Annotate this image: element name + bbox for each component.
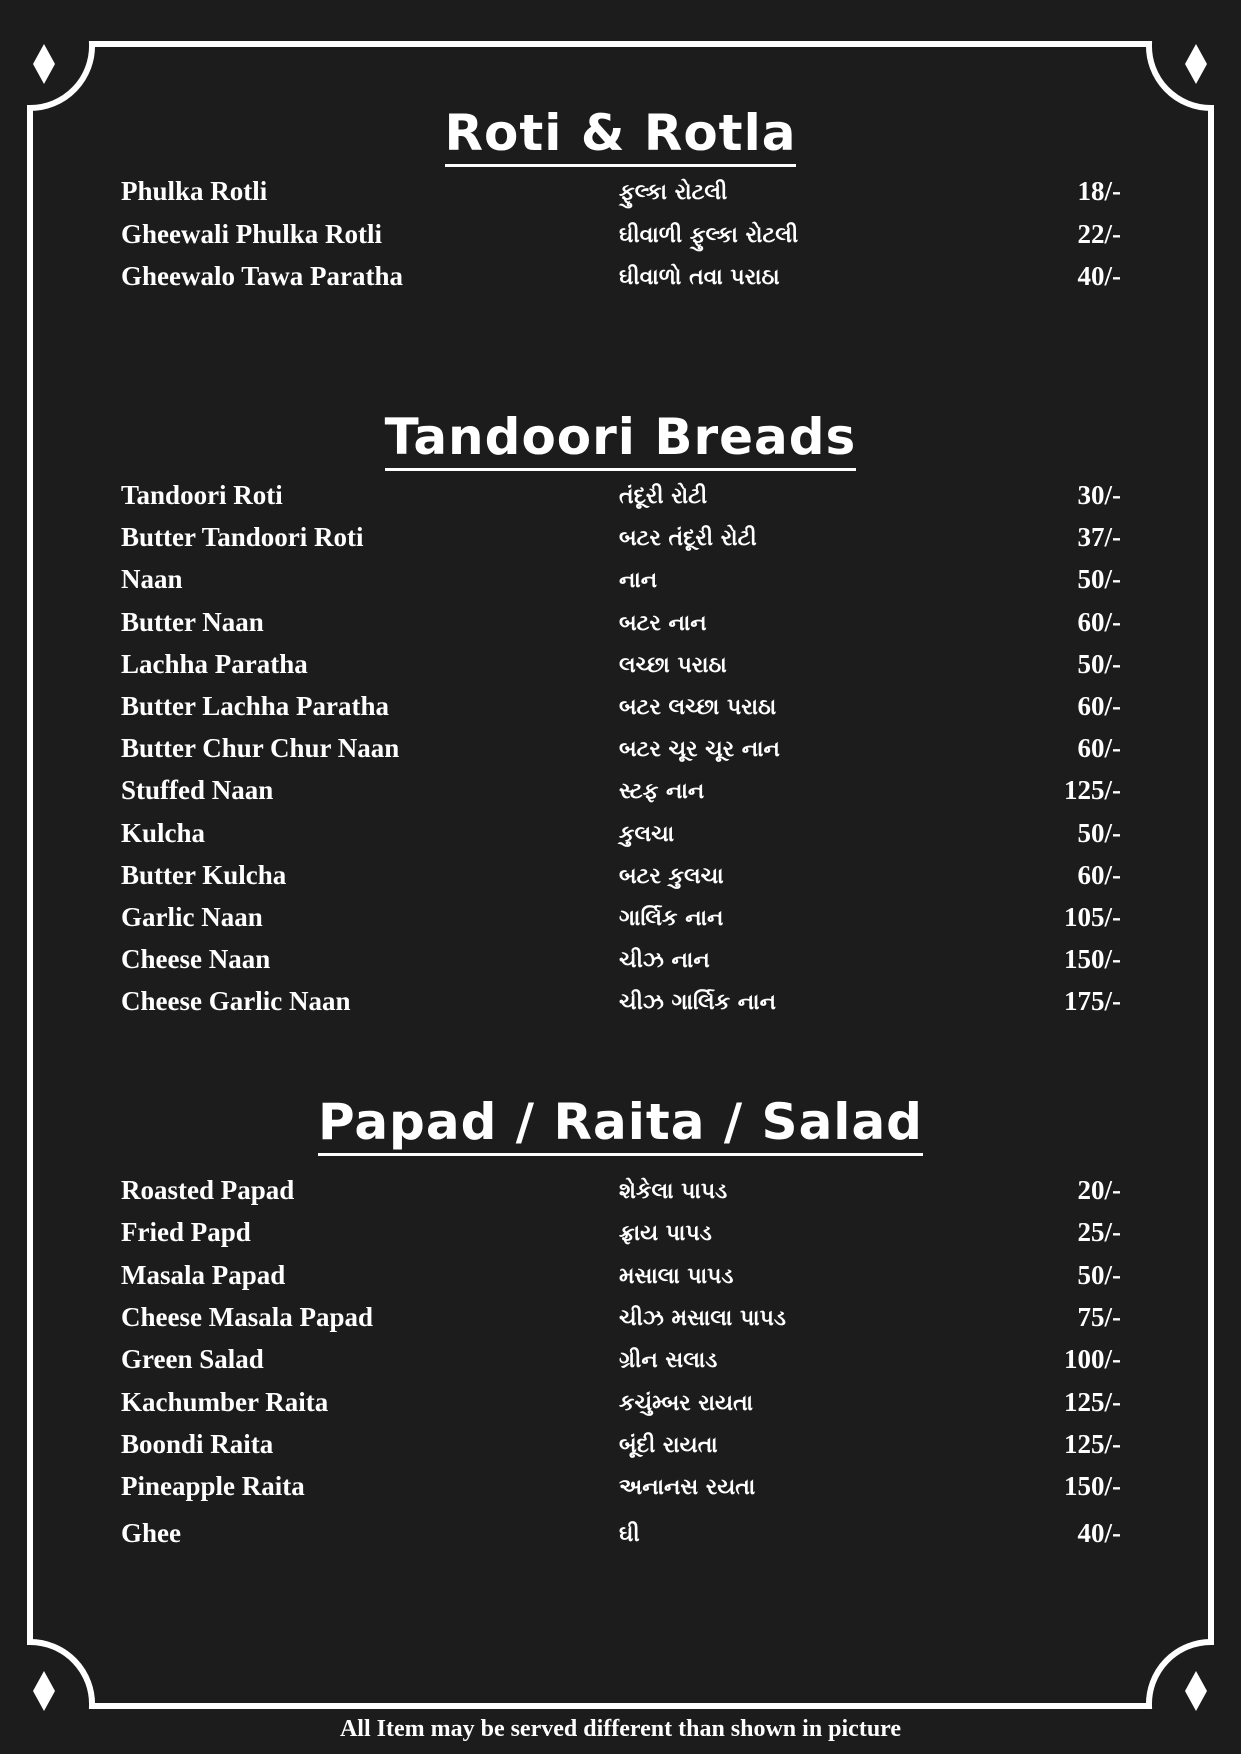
menu-item-row bbox=[121, 1260, 1121, 1300]
item-name: Gheewalo Tawa Paratha bbox=[121, 261, 404, 291]
item-name-gujarati: બટર કુલચા bbox=[619, 863, 724, 889]
menu-item-row bbox=[121, 1175, 1121, 1215]
item-name-gujarati: તંદૂરી રોટી bbox=[619, 484, 708, 509]
item-price: 50/- bbox=[1077, 817, 1121, 848]
item-name-gujarati: ગ્રીન સલાડ bbox=[619, 1348, 718, 1374]
menu-item-row bbox=[121, 1518, 1121, 1558]
item-price: 30/- bbox=[1077, 480, 1121, 510]
menu-item-row bbox=[121, 219, 1121, 259]
item-price: 60/- bbox=[1077, 859, 1121, 890]
menu-item-row bbox=[121, 261, 1121, 301]
menu-item-row bbox=[121, 1217, 1121, 1257]
item-name: Tandoori Roti bbox=[121, 480, 283, 510]
diamond-ornament-bottom-left bbox=[33, 1671, 55, 1711]
item-name: Stuffed Naan bbox=[121, 775, 274, 806]
menu-item-row bbox=[121, 691, 1121, 731]
item-name-gujarati: ગાર્લિક નાન bbox=[619, 906, 724, 931]
menu-item-row bbox=[121, 176, 1121, 216]
item-name: Garlic Naan bbox=[121, 902, 263, 932]
item-name: Kachumber Raita bbox=[121, 1386, 329, 1417]
item-name: Cheese Naan bbox=[121, 944, 271, 975]
menu-item-row bbox=[121, 522, 1121, 562]
item-name-gujarati: શેકેલા પાપડ bbox=[619, 1179, 728, 1204]
item-name: Butter Lachha Paratha bbox=[121, 691, 389, 721]
item-price: 60/- bbox=[1077, 733, 1121, 764]
item-price: 75/- bbox=[1077, 1301, 1121, 1332]
diamond-ornament-top-right bbox=[1185, 44, 1207, 84]
section-title-papad-raita-salad: Papad / Raita / Salad bbox=[0, 1097, 1241, 1147]
item-name-gujarati: બૂંદી રાયતા bbox=[619, 1432, 718, 1458]
menu-item-row bbox=[121, 564, 1121, 604]
item-name: Fried Papd bbox=[121, 1217, 251, 1248]
item-price: 50/- bbox=[1077, 648, 1121, 679]
item-name: Butter Naan bbox=[121, 606, 264, 637]
menu-item-row bbox=[121, 1429, 1121, 1469]
menu-item-row bbox=[121, 733, 1121, 773]
item-price: 50/- bbox=[1077, 1259, 1121, 1290]
menu-item-row bbox=[121, 1344, 1121, 1384]
item-name: Pineapple Raita bbox=[121, 1471, 305, 1502]
footer-disclaimer: All Item may be served different than shown in picture bbox=[339, 1716, 902, 1742]
item-name: Masala Papad bbox=[121, 1259, 286, 1290]
menu-item-row bbox=[121, 1471, 1121, 1511]
item-name: Ghee bbox=[121, 1518, 181, 1549]
item-name-gujarati: બટર તંદૂરી રોટી bbox=[619, 526, 757, 552]
item-price: 18/- bbox=[1077, 176, 1121, 206]
item-name-gujarati: સ્ટફ નાન bbox=[619, 779, 705, 805]
item-name-gujarati: કચુંમ્બર રાયતા bbox=[619, 1390, 754, 1416]
item-name: Butter Tandoori Roti bbox=[121, 522, 364, 553]
menu-item-row bbox=[121, 986, 1121, 1026]
item-name-gujarati: લચ્છા પરાઠા bbox=[619, 652, 727, 678]
section-title-roti-rotla: Roti & Rotla bbox=[0, 108, 1241, 158]
item-price: 60/- bbox=[1077, 606, 1121, 637]
menu-item-row bbox=[121, 944, 1121, 984]
menu-item-row bbox=[121, 649, 1121, 689]
item-price: 40/- bbox=[1077, 261, 1121, 291]
item-price: 25/- bbox=[1077, 1217, 1121, 1248]
item-name-gujarati: ચીઝ મસાલા પાપડ bbox=[619, 1305, 786, 1331]
item-price: 175/- bbox=[1064, 986, 1121, 1017]
item-price: 105/- bbox=[1064, 902, 1121, 932]
menu-item-row bbox=[121, 860, 1121, 900]
item-name-gujarati: નાન bbox=[619, 568, 658, 594]
item-name: Butter Chur Chur Naan bbox=[121, 733, 400, 764]
item-name-gujarati: ફુલ્કા રોટલી bbox=[619, 180, 728, 205]
menu-item-row bbox=[121, 818, 1121, 858]
item-name: Cheese Masala Papad bbox=[121, 1301, 373, 1332]
item-name-gujarati: મસાલા પાપડ bbox=[619, 1263, 734, 1289]
item-name: Phulka Rotli bbox=[121, 176, 268, 206]
menu-item-row bbox=[121, 902, 1121, 942]
section-title-tandoori-breads: Tandoori Breads bbox=[0, 412, 1241, 462]
item-price: 60/- bbox=[1077, 691, 1121, 721]
item-name: Boondi Raita bbox=[121, 1428, 274, 1459]
item-name-gujarati: ઘીવાળી ફુલ્કા રોટલી bbox=[619, 222, 799, 248]
item-name: Butter Kulcha bbox=[121, 859, 287, 890]
item-name: Kulcha bbox=[121, 817, 206, 848]
item-name: Naan bbox=[121, 564, 183, 595]
item-name-gujarati: ઘીવાળો તવા પરાઠા bbox=[619, 265, 780, 290]
item-name-gujarati: ઘી bbox=[619, 1522, 640, 1548]
menu-item-row bbox=[121, 607, 1121, 647]
item-name: Roasted Papad bbox=[121, 1175, 295, 1205]
item-name-gujarati: ચીઝ નાન bbox=[619, 948, 710, 974]
item-price: 125/- bbox=[1064, 1386, 1121, 1417]
item-name-gujarati: બટર ચૂર ચૂર નાન bbox=[619, 737, 780, 763]
menu-item-row bbox=[121, 775, 1121, 815]
item-price: 125/- bbox=[1064, 775, 1121, 806]
menu-item-row bbox=[121, 480, 1121, 520]
item-name: Lachha Paratha bbox=[121, 648, 308, 679]
item-price: 22/- bbox=[1077, 218, 1121, 249]
item-name-gujarati: ફ્રાય પાપડ bbox=[619, 1221, 712, 1247]
item-price: 20/- bbox=[1077, 1175, 1121, 1205]
item-name-gujarati: બટર નાન bbox=[619, 610, 707, 636]
item-name-gujarati: અનાનસ રયતા bbox=[619, 1475, 756, 1501]
item-name-gujarati: ચીઝ ગાર્લિક નાન bbox=[619, 990, 776, 1016]
item-price: 40/- bbox=[1077, 1518, 1121, 1549]
diamond-ornament-top-left bbox=[33, 44, 55, 84]
diamond-ornament-bottom-right bbox=[1185, 1671, 1207, 1711]
item-name: Green Salad bbox=[121, 1344, 264, 1375]
menu-item-row bbox=[121, 1387, 1121, 1427]
item-name: Cheese Garlic Naan bbox=[121, 986, 351, 1017]
item-name-gujarati: કુલચા bbox=[619, 821, 675, 847]
item-price: 37/- bbox=[1077, 522, 1121, 553]
menu-item-row bbox=[121, 1302, 1121, 1342]
item-price: 125/- bbox=[1064, 1428, 1121, 1459]
item-name: Gheewali Phulka Rotli bbox=[121, 218, 383, 249]
item-price: 50/- bbox=[1077, 564, 1121, 595]
item-price: 150/- bbox=[1064, 944, 1121, 975]
item-name-gujarati: બટર લચ્છા પરાઠા bbox=[619, 695, 777, 720]
item-price: 150/- bbox=[1064, 1471, 1121, 1502]
item-price: 100/- bbox=[1064, 1344, 1121, 1375]
